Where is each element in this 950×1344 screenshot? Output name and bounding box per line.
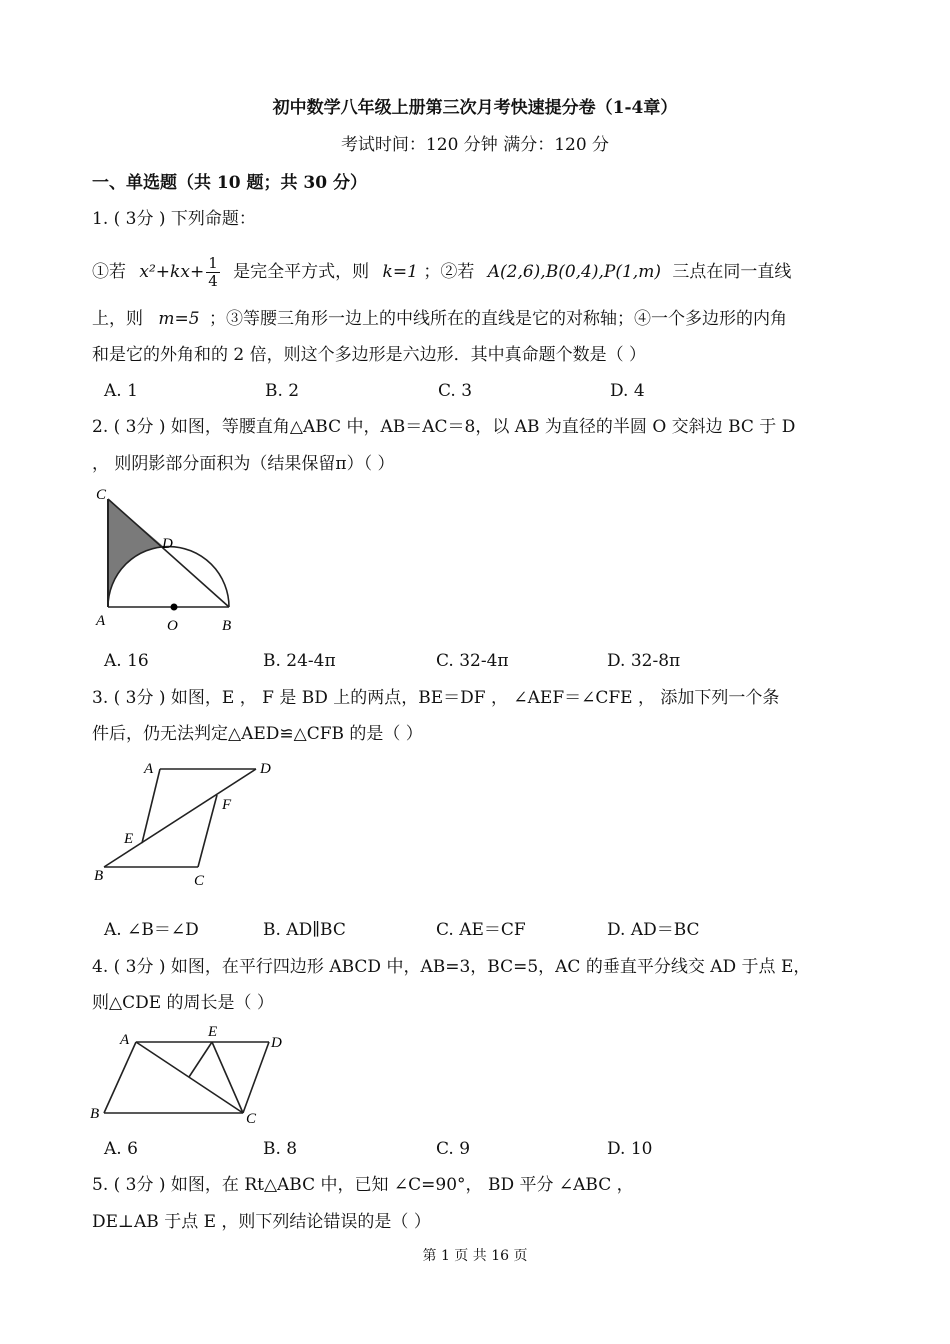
q2-line1: 2. ( 3分 ) 如图，等腰直角△ABC 中，AB＝AC＝8，以 AB 为直径的半圆 O 交斜边 BC 于 D [92, 417, 796, 437]
q4-line2: 则△CDE 的周长是（ ） [92, 993, 274, 1013]
label-a: A [120, 1032, 130, 1048]
q1-option-b[interactable]: B. 2 [265, 381, 300, 401]
q1-stem: 1. ( 3分 ) 下列命题： [92, 209, 256, 229]
q5-line1: 5. ( 3分 ) 如图，在 Rt△ABC 中，已知 ∠C=90°， BD 平分 ∠ABC ， [92, 1175, 634, 1195]
label-d: D [271, 1035, 282, 1051]
q4-line1: 4. ( 3分 ) 如图，在平行四边形 ABCD 中，AB=3，BC=5，AC 的垂直平分线交 AD 于点 E， [92, 957, 811, 977]
q4-figure [88, 1020, 298, 1130]
page-title: 初中数学八年级上册第三次月考快速提分卷（1-4章） [272, 98, 678, 118]
q1-option-d[interactable]: D. 4 [610, 381, 645, 401]
label-b: B [94, 868, 104, 884]
q4-option-c[interactable]: C. 9 [436, 1139, 471, 1159]
q3-option-d[interactable]: D. AD＝BC [607, 920, 700, 940]
shaded-region [108, 499, 164, 607]
q4-option-b[interactable]: B. 8 [263, 1139, 298, 1159]
label-c: C [246, 1111, 257, 1127]
q2-option-d[interactable]: D. 32-8π [607, 651, 681, 671]
label-a: A [144, 761, 154, 777]
label-a: A [96, 613, 106, 629]
q3-line2: 件后，仍无法判定△AED≌△CFB 的是（ ） [92, 724, 423, 744]
label-b: B [222, 618, 232, 634]
q3-figure [88, 755, 288, 890]
q1-line1: ①若 x²+kx+ $\frac{1}{4}$ 是完全平方式，则 k=1 ；②若 A(2,6),B(0,4),P(1,m) 三点在同一直线 [92, 254, 792, 290]
label-c: C [96, 487, 107, 503]
q1-option-c[interactable]: C. 3 [438, 381, 473, 401]
q4-option-a[interactable]: A. 6 [104, 1139, 138, 1159]
label-c: C [194, 873, 205, 889]
q5-line2: DE⊥AB 于点 E ，则下列结论错误的是（ ） [92, 1212, 431, 1232]
label-e: E [124, 831, 134, 847]
q2-option-b[interactable]: B. 24-4π [263, 651, 336, 671]
q2-option-a[interactable]: A. 16 [104, 651, 149, 671]
q1-line2: 上，则 m=5 ；③等腰三角形一边上的中线所在的直线是它的对称轴；④一个多边形的内角 [92, 309, 787, 329]
q3-option-c[interactable]: C. AE＝CF [436, 920, 526, 940]
label-d: D [162, 536, 173, 552]
label-f: F [222, 797, 232, 813]
q3-option-b[interactable]: B. AD∥BC [263, 920, 346, 940]
label-b: B [90, 1106, 100, 1122]
label-o: O [167, 618, 178, 634]
q4-option-d[interactable]: D. 10 [607, 1139, 653, 1159]
q2-option-c[interactable]: C. 32-4π [436, 651, 509, 671]
page-footer: 第 1 页 共 16 页 [422, 1248, 528, 1264]
q3-option-a[interactable]: A. ∠B＝∠D [104, 920, 199, 940]
q1-line3: 和是它的外角和的 2 倍，则这个多边形是六边形．其中真命题个数是（ ） [92, 345, 647, 365]
q1-fraction: $\frac{1}{4}$ [208, 254, 218, 290]
section-heading: 一、单选题（共 10 题；共 30 分） [92, 173, 367, 193]
label-d: D [260, 761, 271, 777]
q3-line1: 3. ( 3分 ) 如图，E ， F 是 BD 上的两点，BE＝DF ， ∠AEF＝∠CFE ， 添加下列一个条 [92, 688, 780, 708]
label-e: E [208, 1024, 218, 1040]
exam-info: 考试时间：120 分钟 满分：120 分 [340, 135, 610, 155]
q2-line2: ， 则阴影部分面积为（结果保留π）（ ） [92, 454, 395, 474]
q2-figure [88, 482, 248, 637]
q1-option-a[interactable]: A. 1 [104, 381, 138, 401]
